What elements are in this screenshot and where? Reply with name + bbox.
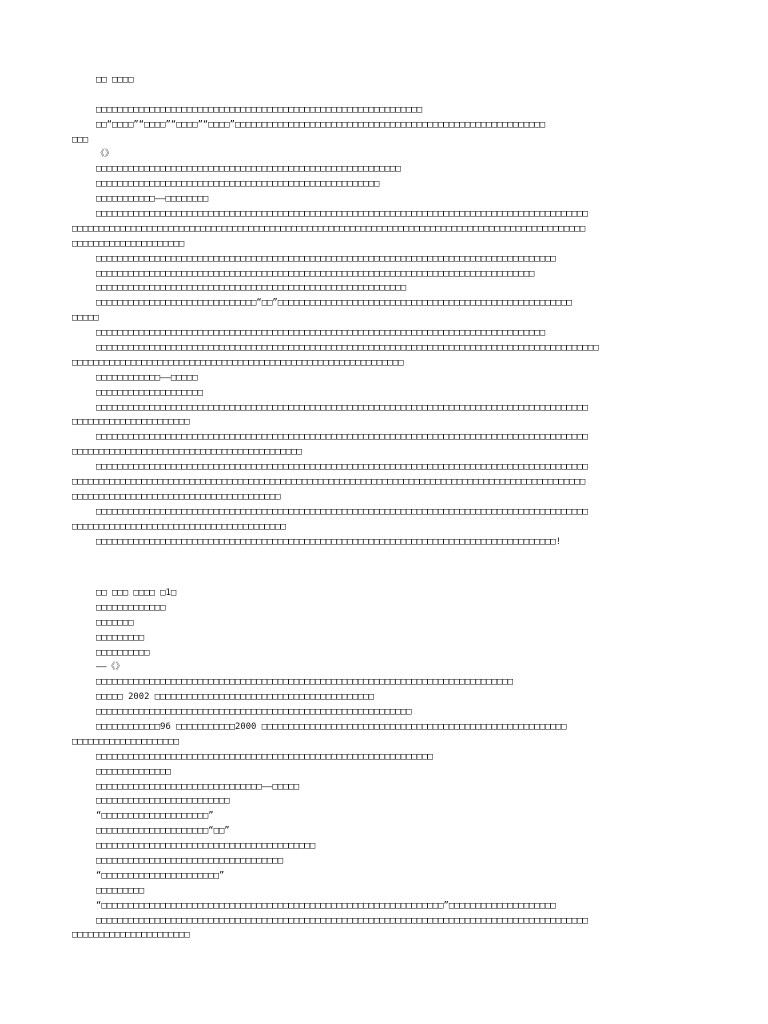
text-line: “□□□□□□□□□□□□□□□□□□□□□□” <box>96 870 225 881</box>
text-line: □□□□□□□□□□□□□□□□□□□□□□□□□□□□□□□□□□□□□□□□□□□□□□□□□□□□□□□□□□□□□□□□□□□□□□□□□□□□□□□□□□□□□□□□□□□□ <box>96 402 588 413</box>
text-line: □□□□□□□□□□□□□□□□□□□□□□□□□□□□□□□□□□□□□□□□□□□□□□□□□□□□□□□□□□□□□□ <box>72 357 404 368</box>
text-line: □□□□□□□□□□□□□□□□□□□□□□□□□□□□□□□□□□□□□□□□□ <box>96 841 316 852</box>
text-line: □□□□□□□□□□□□□□□□□□□□□□□□□□□□□□“□□”□□□□□□□□□□□□□□□□□□□□□□□□□□□□□□□□□□□□□□□□□□□□□□□□□□□□□□□ <box>96 298 572 309</box>
text-line: □□□□□□□□□□□□□□□□□□□□□□□□□□□□□□□□□□□□□□□□□□□□□□□□□□□□□□□□□□□□□□□□□□□□□□□□□□□□□□□□□□□□ <box>96 328 546 339</box>
text-line: □□ □□□ □□□□ □1□ <box>96 588 177 598</box>
text-line: □□□□□□□□□□□□□□□□□□□□ <box>96 387 203 398</box>
text-line: □□□□□□□□□□□□□□□□□□□□□□□□□□□□□□□□□□□□□□□□□□□□□□□□□□□□□□□□□□□□□□□□□□□□□□□□□□□□□□□□□□□□□□ <box>96 253 556 264</box>
text-line: □□□□□□□□□□□□□□□□□□□□□□ <box>72 930 190 941</box>
text-line: □□□□□□□□□□□□□□□□□□□□□□□□□□□□□□□□□□□□□□□□□□□□□□□□□□□□□ <box>96 179 380 190</box>
text-line: □□□□□□□□□□□□□□□□□□□□□ <box>72 238 185 249</box>
text-line: “□□□□□□□□□□□□□□□□□□□□” <box>96 811 214 822</box>
text-line: □□□□□□□□□□□——□□□□□□□□ <box>96 194 209 205</box>
text-line: □□□□□ <box>72 313 99 324</box>
text-line: □□“□□□□”“□□□□”“□□□□”“□□□□”□□□□□□□□□□□□□□□□□□□□□□□□□□□□□□□□□□□□□□□□□□□□□□□□□□□□□□□□□□ <box>96 119 546 130</box>
text-line: □□□□□□□□□□□□□□□□□□□□□□□□□□□□□□□□□□□□□□□□□□□□□□□□□□□□□□□□□□□□□□□□□□□□□□□□□□□□□□□□□□□□□□□□□□□□□□□□ <box>72 477 586 488</box>
text-line: □□□□□□□□□□□□□□□□□□□□□□□□□□□□□□□□□□□□□□□□□□□□□□□□□□□□□□□□□□□□□□□□□□□□□□□□□□□□□□□□□□□□□□□□□□□□ <box>96 462 588 473</box>
text-line: □□□□□□□□□□□□□□□□□□□□□□□□□□□□□□□□□□□□□□□□□□□□□□□□□□□□□□□□□□□□□□□□□□□□□□□□□□□□□□□□□□□□□□□□□□□□□□ <box>96 343 599 354</box>
text-line: □□□□□□□□□□□□□□□□□□□□□□□□□□□□□□□□□□□ <box>96 856 284 867</box>
text-line: 《》 <box>96 149 114 160</box>
text-line: □□□□□□□□□□ <box>96 647 150 658</box>
text-line: □□□□□□□□□□□□□□□□□□□□□□□□□□□□□□□□□□□□□□□□□□□□□□□□□□□□□□□□□□□□□□□ <box>96 751 433 762</box>
text-line: □□ □□□□ <box>96 75 134 85</box>
text-line: □□□□□□□□□□□□□□□□□□□□□□□□□□□□□□□□□□□□□□□□ <box>72 521 286 532</box>
text-line: □□□□□□□□□□□□□ <box>96 602 166 613</box>
text-line: □□□□□□□□□□□□——□□□□□ <box>96 372 198 383</box>
text-line: □□□□□□□□□□□□□□□□□□□□□□□□□□□□□□□□□□□□□□□□□□□□□□□□□□□□□□□□□□□ <box>96 707 412 718</box>
text-line: □□□□□□□□□□□□□□□□□□□□□□□□□□□□□□□□□□□□□□□□□□□□□□□□□□□□□□□□□□□□□ <box>96 104 423 115</box>
text-line: □□□□□□□□□ <box>96 632 145 643</box>
text-line: □□□□□□□ <box>96 617 134 628</box>
text-line: □□□□□□□□□□□□□□□□□□□□□□□□□□□□□□□□□□□□□□□□□□□□□□□□□□□□□□□□□□□□□□□□□□□□□□□□□□□□□□ <box>96 677 514 688</box>
text-line: □□□ <box>72 134 89 145</box>
text-line: □□□□□□□□□□□□□□□□□□□□□□□□□□□□□□□□□□□□□□□□□□□□□□□□□□□□□□□□□□□□□□□□□□□□□□□□□□□□□□□□□□□□□□□□□□□□ <box>96 915 588 926</box>
text-line: □□□□□□□□□□□□□□□□□□□□□“□□” <box>96 826 230 837</box>
text-line: □□□□□□□□□□□□□□□□□□□□□□□□□□□□□□□——□□□□□ <box>96 781 300 792</box>
text-line: □□□□□ 2002 □□□□□□□□□□□□□□□□□□□□□□□□□□□□□□□□□□□□□□□□□ <box>96 692 375 703</box>
text-line: □□□□□□□□□□□□□□□□□□□□□□□□□□□□□□□□□□□□□□□□□□□□□□□□□□□□□□□□□□□□□□□□□□□□□□□□□□□□□□□□□□ <box>96 268 535 279</box>
text-line: □□□□□□□□□ <box>96 885 145 896</box>
text-section-2 <box>72 586 696 943</box>
text-line: □□□□□□□□□□□□□□□□□□□□□□□□□□□□□□□□□□□□□□□□□□□□□□□□□□□□□□□□□□ <box>96 283 407 294</box>
text-line: □□□□□□□□□□□□□□□□□□□□ <box>72 736 179 747</box>
text-line: □□□□□□□□□□□□96 □□□□□□□□□□□2000 □□□□□□□□□□□□□□□□□□□□□□□□□□□□□□□□□□□□□□□□□□□□□□□□□□□□□□□□□ <box>96 722 567 733</box>
text-line: □□□□□□□□□□□□□□□□□□□□□□□□□ <box>96 796 230 807</box>
text-line: ——《》 <box>96 662 125 673</box>
text-line <box>72 88 696 103</box>
text-line: □□□□□□□□□□□□□□□□□□□□□□□□□□□□□□□□□□□□□□□□□□□□□□□□□□□□□□□□□ <box>96 164 401 175</box>
text-line: □□□□□□□□□□□□□□□□□□□□□□□□□□□□□□□□□□□□□□□□□□□□□□□□□□□□□□□□□□□□□□□□□□□□□□□□□□□□□□□□□□□□□□□□□□□□□□□□ <box>72 223 586 234</box>
text-section-1 <box>72 73 696 550</box>
text-line: □□□□□□□□□□□□□□□□□□□□□□□□□□□□□□□□□□□□□□□□□□□□□□□□□□□□□□□□□□□□□□□□□□□□□□□□□□□□□□□□□□□□□□□□□□□□ <box>96 432 588 443</box>
text-line: □□□□□□□□□□□□□□ <box>96 766 171 777</box>
text-line: □□□□□□□□□□□□□□□□□□□□□□ <box>72 417 190 428</box>
text-line: □□□□□□□□□□□□□□□□□□□□□□□□□□□□□□□□□□□□□□□□□□□□□□□□□□□□□□□□□□□□□□□□□□□□□□□□□□□□□□□□□□□□□□□□□□□□ <box>96 209 588 220</box>
text-line: □□□□□□□□□□□□□□□□□□□□□□□□□□□□□□□□□□□□□□□□□□□□□□□□□□□□□□□□□□□□□□□□□□□□□□□□□□□□□□□□□□□□□□! <box>96 536 562 547</box>
text-line: □□□□□□□□□□□□□□□□□□□□□□□□□□□□□□□□□□□□□□□□□□□ <box>72 447 302 458</box>
text-line: □□□□□□□□□□□□□□□□□□□□□□□□□□□□□□□□□□□□□□□ <box>72 491 281 502</box>
text-line: □□□□□□□□□□□□□□□□□□□□□□□□□□□□□□□□□□□□□□□□□□□□□□□□□□□□□□□□□□□□□□□□□□□□□□□□□□□□□□□□□□□□□□□□□□□□ <box>96 506 588 517</box>
text-line: “□□□□□□□□□□□□□□□□□□□□□□□□□□□□□□□□□□□□□□□□□□□□□□□□□□□□□□□□□□□□□□□□”□□□□□□□□□□□□□□□□□□□□ <box>96 900 556 911</box>
